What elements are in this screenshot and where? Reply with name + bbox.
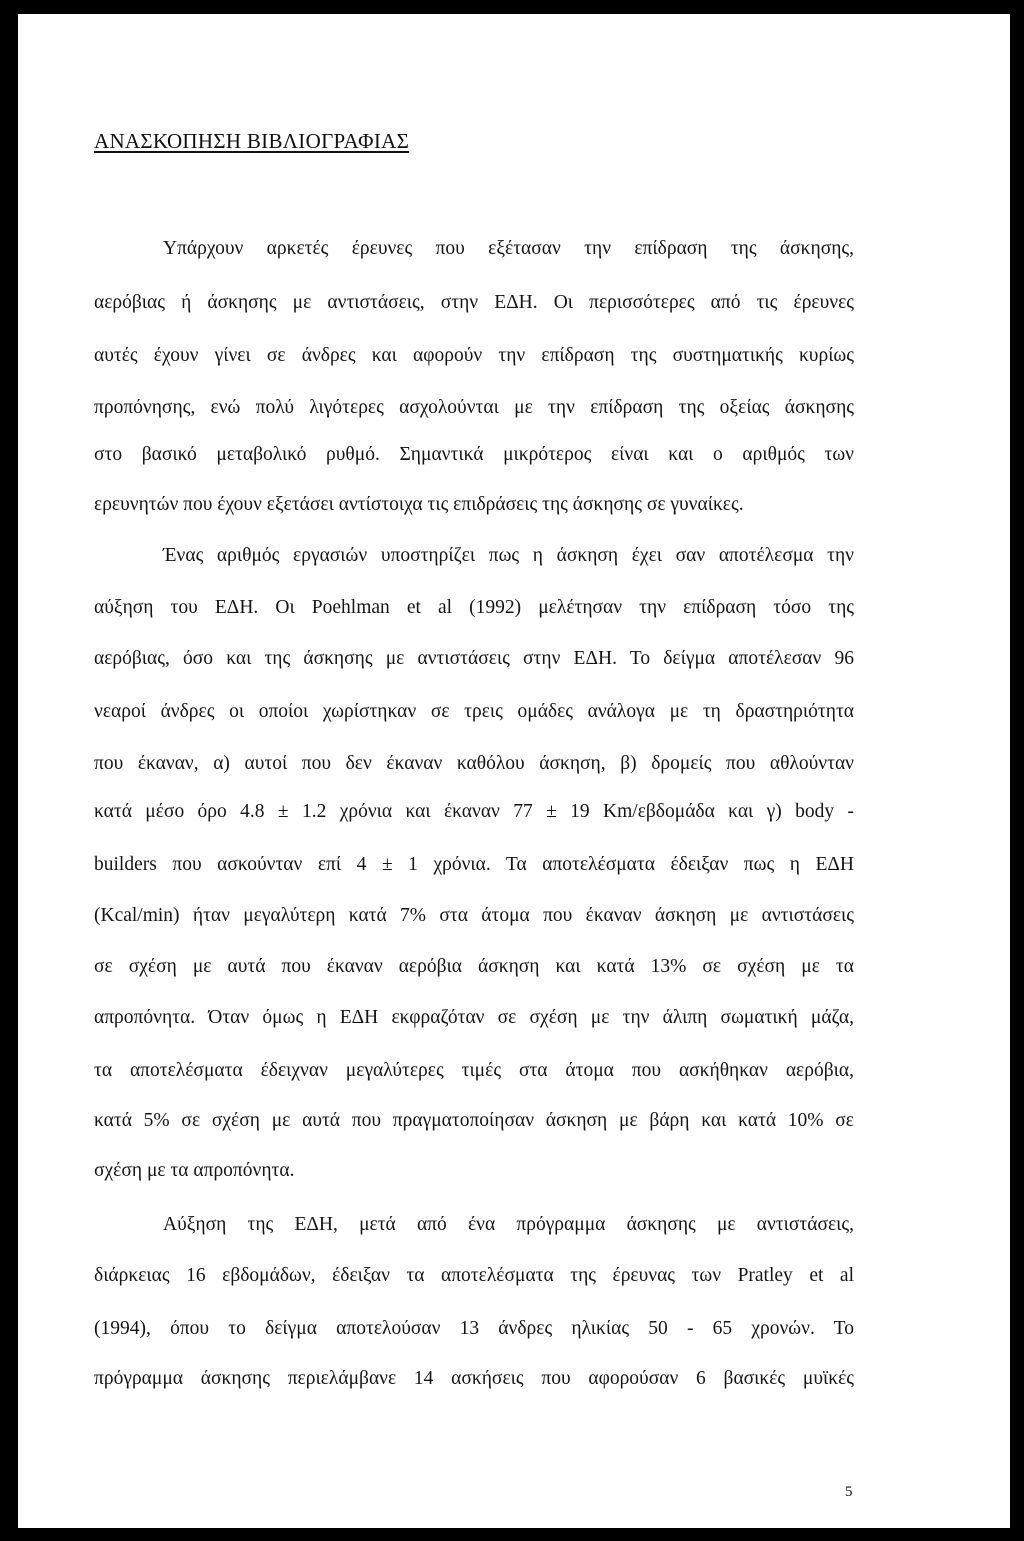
section-heading: ΑΝΑΣΚΟΠΗΣΗ ΒΙΒΛΙΟΓΡΑΦΙΑΣ	[94, 129, 410, 153]
paragraph-2-line-4: νεαροί άνδρες οι οποίοι χωρίστηκαν σε τρεις ομάδες ανάλογα με τη δραστηριότητα	[94, 701, 854, 722]
paragraph-1-line-3: αυτές έχουν γίνει σε άνδρες και αφορούν την επίδραση της συστηματικής κυρίως	[94, 345, 854, 366]
paragraph-2-line-10: απροπόνητα. Όταν όμως η ΕΔΗ εκφραζόταν σε σχέση με την άλιπη σωματική μάζα,	[94, 1007, 854, 1028]
paragraph-2-line-3: αερόβιας, όσο και της άσκησης με αντιστάσεις στην ΕΔΗ. Το δείγμα αποτέλεσαν 96	[94, 648, 854, 669]
paragraph-2-line-13: σχέση με τα απροπόνητα.	[94, 1160, 295, 1181]
paragraph-2-line-1: Ένας αριθμός εργασιών υποστηρίζει πως η άσκηση έχει σαν αποτέλεσμα την	[163, 545, 854, 566]
paragraph-1-line-5: στο βασικό μεταβολικό ρυθμό. Σημαντικά μικρότερος είναι και ο αριθμός των	[94, 444, 854, 465]
paragraph-3-line-4: πρόγραμμα άσκησης περιελάμβανε 14 ασκήσεις που αφορούσαν 6 βασικές μυϊκές	[94, 1368, 854, 1389]
paragraph-2-line-12: κατά 5% σε σχέση με αυτά που πραγματοποίησαν άσκηση με βάρη και κατά 10% σε	[94, 1110, 854, 1131]
paragraph-2-line-2: αύξηση του ΕΔΗ. Οι Poehlman et al (1992) μελέτησαν την επίδραση τόσο της	[94, 597, 854, 618]
paragraph-2-line-9: σε σχέση με αυτά που έκαναν αερόβια άσκηση και κατά 13% σε σχέση με τα	[94, 956, 854, 977]
paragraph-3-line-3: (1994), όπου το δείγμα αποτελούσαν 13 άνδρες ηλικίας 50 - 65 χρονών. Το	[94, 1318, 854, 1339]
paragraph-3-line-2: διάρκειας 16 εβδομάδων, έδειξαν τα αποτελέσματα της έρευνας των Pratley et al	[94, 1265, 854, 1286]
paragraph-1-line-6: ερευνητών που έχουν εξετάσει αντίστοιχα τις επιδράσεις της άσκησης σε γυναίκες.	[94, 494, 744, 515]
paragraph-1-line-2: αερόβιας ή άσκησης με αντιστάσεις, στην ΕΔΗ. Οι περισσότερες από τις έρευνες	[94, 292, 854, 313]
paragraph-1-line-4: προπόνησης, ενώ πολύ λιγότερες ασχολούνται με την επίδραση της οξείας άσκησης	[94, 397, 854, 418]
paragraph-2-line-11: τα αποτελέσματα έδειχναν μεγαλύτερες τιμές στα άτομα που ασκήθηκαν αερόβια,	[94, 1060, 854, 1081]
paragraph-2-line-8: (Kcal/min) ήταν μεγαλύτερη κατά 7% στα άτομα που έκαναν άσκηση με αντιστάσεις	[94, 905, 854, 926]
page-number: 5	[845, 1484, 853, 1500]
paragraph-2-line-6: κατά μέσο όρο 4.8 ± 1.2 χρόνια και έκαναν 77 ± 19 Km/εβδομάδα και γ) body -	[94, 801, 854, 822]
paragraph-2-line-5: που έκαναν, α) αυτοί που δεν έκαναν καθόλου άσκηση, β) δρομείς που αθλούνταν	[94, 753, 854, 774]
paragraph-1-line-1: Υπάρχουν αρκετές έρευνες που εξέτασαν την επίδραση της άσκησης,	[163, 238, 854, 259]
paragraph-3-line-1: Αύξηση της ΕΔΗ, μετά από ένα πρόγραμμα άσκησης με αντιστάσεις,	[163, 1214, 854, 1235]
paragraph-2-line-7: builders που ασκούνταν επί 4 ± 1 χρόνια. Τα αποτελέσματα έδειξαν πως η ΕΔΗ	[94, 854, 854, 875]
